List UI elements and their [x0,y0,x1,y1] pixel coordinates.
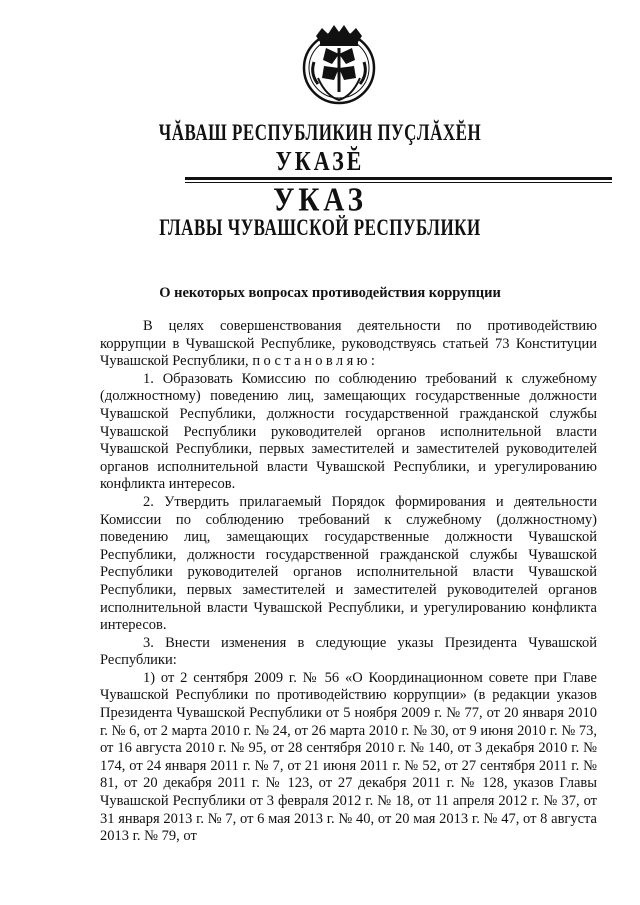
decree-word: постановляю: [252,353,379,370]
decree-subtitle: ГЛАВЫ ЧУВАШСКОЙ РЕСПУБЛИКИ [159,214,481,241]
chuvash-republic-emblem-icon [296,18,382,106]
document-heading: О некоторых вопросах противодействия коррупции [159,285,501,301]
intro-text: В целях совершенствования деятельности по противодействию коррупции в Чувашской Республике, руководствуясь статьей 73 Конституции Чувашской Республики, [100,318,597,370]
chuvash-decree-title: УКАЗĔ [275,144,365,176]
item-2-paragraph: 2. Утвердить прилагаемый Порядок формирования и деятельности Комиссии по соблюдению требований к служебному (должностному) поведению лиц, замещающих государственные должности Чувашской Республики, должности государственной гражданской службы Чувашской Республики руководителей органов исполнительной власти Чувашской Республики, первых заместителей и заместителей руководителей органов исполнительной власти Чувашской Республики, и урегулированию конфликта интересов. [100,493,597,634]
intro-paragraph [100,318,597,371]
decree-title: УКАЗ [273,181,367,219]
chuvash-header-line: ЧĂВАШ РЕСПУБЛИКИН ПУÇЛĂХĔН [158,119,482,146]
item-3-paragraph: 3. Внести изменения в следующие указы Президента Чувашской Республики: [100,634,597,669]
header-divider-thick [185,177,612,180]
item-1-paragraph: 1. Образовать Комиссию по соблюдению требований к служебному (должностному) поведению лиц, замещающих государственные должности Чувашской Республики, должности государственной гражданской службы Чувашской Республики руководителей органов исполнительной власти Чувашской Республики, первых заместителей и заместителей руководителей органов исполнительной власти Чувашской Республики, и урегулированию конфликта интересов. [100,370,597,493]
document-body [100,318,597,846]
item-3-1-paragraph: 1) от 2 сентября 2009 г. № 56 «О Координационном совете при Главе Чувашской Республики по противодействию коррупции» (в редакции указов Президента Чувашской Республики от 5 ноября 2009 г. № 77, от 20 января 2010 г. № 6, от 2 марта 2010 г. № 24, от 26 марта 2010 г. № 30, от 9 июня 2010 г. № 73, от 16 августа 2010 г. № 95, от 28 сентября 2010 г. № 140, от 3 декабря 2010 г. № 174, от 24 января 2011 г. № 7, от 21 июня 2011 г. № 52, от 27 сентября 2011 г. № 81, от 20 декабря 2011 г. № 123, от 27 декабря 2011 г. № 128, указов Главы Чувашской Республики от 3 февраля 2012 г. № 18, от 11 апреля 2012 г. № 37, от 31 января 2013 г. № 7, от 6 мая 2013 г. № 40, от 20 мая 2013 г. № 47, от 8 августа 2013 г. № 79, от [100,669,597,845]
